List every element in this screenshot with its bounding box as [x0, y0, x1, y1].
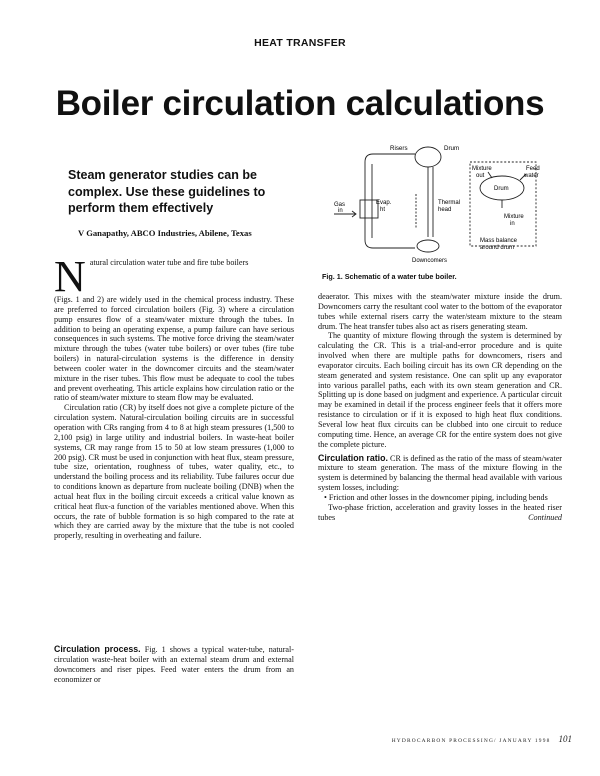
paragraph-1 [54, 252, 294, 301]
label-mass-balance-2: around drum [480, 245, 515, 251]
top-drum [415, 147, 441, 167]
paragraph-6-text: CR is defined as the ratio of the mass of steam/water mixture to steam generation. The mass of the mixture flowing in the system is determined by balancing the thermal head available with various system losses, including: [318, 453, 563, 493]
page-footer [362, 734, 572, 744]
label-mixture-out-1: Mixture [472, 166, 492, 172]
byline: V Ganapathy, ABCO Industries, Abilene, Texas [78, 228, 252, 238]
bullet-1: • Friction and other losses in the downcomer piping, including bends [324, 492, 548, 502]
section-label: HEAT TRANSFER [254, 37, 346, 49]
label-risers: Risers [390, 145, 408, 152]
label-mixture-out-2: out [476, 173, 485, 179]
column-1 [54, 252, 294, 541]
boiler-schematic [320, 142, 560, 264]
journal-name: HYDROCARBON PROCESSING/ JANUARY 1998 [391, 738, 551, 744]
label-drum-top: Drum [444, 145, 460, 152]
label-feed-water-1: Feed [526, 166, 540, 172]
label-drum-right: Drum [494, 186, 509, 192]
drop-cap: N [54, 252, 86, 301]
label-mass-balance-1: Mass balance [480, 238, 518, 244]
article-deck: Steam generator studies can be complex. Use these guidelines to perform them effectively [68, 168, 266, 215]
heading-circulation-process: Circulation process. [54, 644, 141, 654]
label-thermal-head-2: head [438, 207, 452, 213]
figure-caption: Fig. 1. Schematic of a water tube boiler. [322, 272, 457, 281]
continued-label: Continued [528, 512, 562, 522]
paragraph-7 [318, 503, 562, 523]
riser-pipe [365, 154, 415, 162]
label-evap-2: ht [380, 207, 386, 213]
label-thermal-head-1: Thermal [438, 200, 461, 206]
label-mixture-in-1: Mixture [504, 214, 524, 220]
label-gas-in-2: in [338, 208, 343, 214]
label-feed-water-2: water [524, 173, 539, 179]
page-number: 101 [558, 734, 572, 744]
article-title: Boiler circulation calculations [55, 84, 545, 123]
label-gas-in-1: Gas [334, 202, 346, 208]
label-downcomers: Downcomers [412, 258, 448, 264]
paragraph-7-text: Two-phase friction, acceleration and gravity losses in the heated riser tubes [318, 502, 562, 522]
paragraph-1-rest: (Figs. 1 and 2) are widely used in the chemical process industry. These are preferred to forced circulation boilers (Fig. 3) where a circulation pump ensures flow of a steam/water mixture through the tubes. In addition to being an operating expense, a pump failure can have serious consequences in such systems. The motive force driving the steam/water mixture through the tubes (water tube boilers) or over tubes (fire tube boilers) in natural-circulation systems is the difference in density between cooler water in the downcomer circuits and the steam/water mixture in the riser tubes. This flow must be adequate to cool the tubes and prevent overheating. This article explains how circulation ratio or the ratio of steam/water mixture to steam flow may be evaluated. [54, 295, 294, 403]
paragraph-3 [54, 645, 294, 684]
paragraph-4: deaerator. This mixes with the steam/water mixture inside the drum. Downcomers carry the resultant cool water to the bottom of the evaporator tubes while external risers carry the water/steam mixture to the steam drum. The heat transfer tubes also act as risers generating steam. [318, 292, 562, 331]
column-2 [318, 292, 562, 522]
paragraph-2: Circulation ratio (CR) by itself does not give a complete picture of the circulation system. Natural-circulation boiling circuits are in successful operation with CRs ranging from 4 to 8 at high steam pressures (1,500 to 2,100 psig) in large utility and industrial boilers. In waste-heat boiler systems, CR may range from 15 to 50 at low steam pressures (1,000 to 200 psig). CR must be used in conjunction with heat flux, steam pressure, tube size, orientation, roughness of tubes, water quality, etc., to understand the boiling process and its reliability. Tube failures occur due to conditions known as departure from nucleate boiling (DNB) when the actual heat flux in the boiling circuit exceeds a critical value known as critical heat flux-a function of the variables mentioned above. When this occurs, the rate of bubble formation is so high compared to the rate at which they are carried away by the mixture that the tube is not cooled properly, resulting in overheating and failure. [54, 403, 294, 541]
column-1-bottom [54, 645, 294, 684]
heading-circulation-ratio: Circulation ratio. [318, 452, 388, 463]
figure-1 [320, 142, 560, 264]
label-evap-1: Evap. [376, 200, 392, 206]
label-mixture-in-2: in [510, 221, 515, 227]
paragraph-1-first-line: atural circulation water tube and fire tube boilers [89, 258, 249, 267]
paragraph-5: The quantity of mixture flowing through the system is determined by calculating the CR. This is a trial-and-error procedure and is quite involved when there are multiple paths for downcomers, risers and evaporator circuits. Each boiling circuit has its own CR depending on the steam generated and system resistance. One can split up any evaporator into various parallel paths, each with its own steam generation and CR. Splitting up is done based on judgment and experience. A particular circuit may be examined in detail if the process engineer feels that it offers more resistance to circulation or if it is exposed to high heat flux conditions. Several low heat flux circuits can be clubbed into one circuit to reduce computing time. Hence, an average CR for the entire system does not give the complete picture. [318, 331, 562, 449]
bottom-header [417, 240, 439, 252]
paragraph-6 [318, 454, 562, 493]
paragraph-3-text: Fig. 1 shows a typical water-tube, natural-circulation waste-heat boiler with an external steam drum and external downcomers and riser pipes. Feed water enters the drum from an economizer or [54, 645, 294, 684]
